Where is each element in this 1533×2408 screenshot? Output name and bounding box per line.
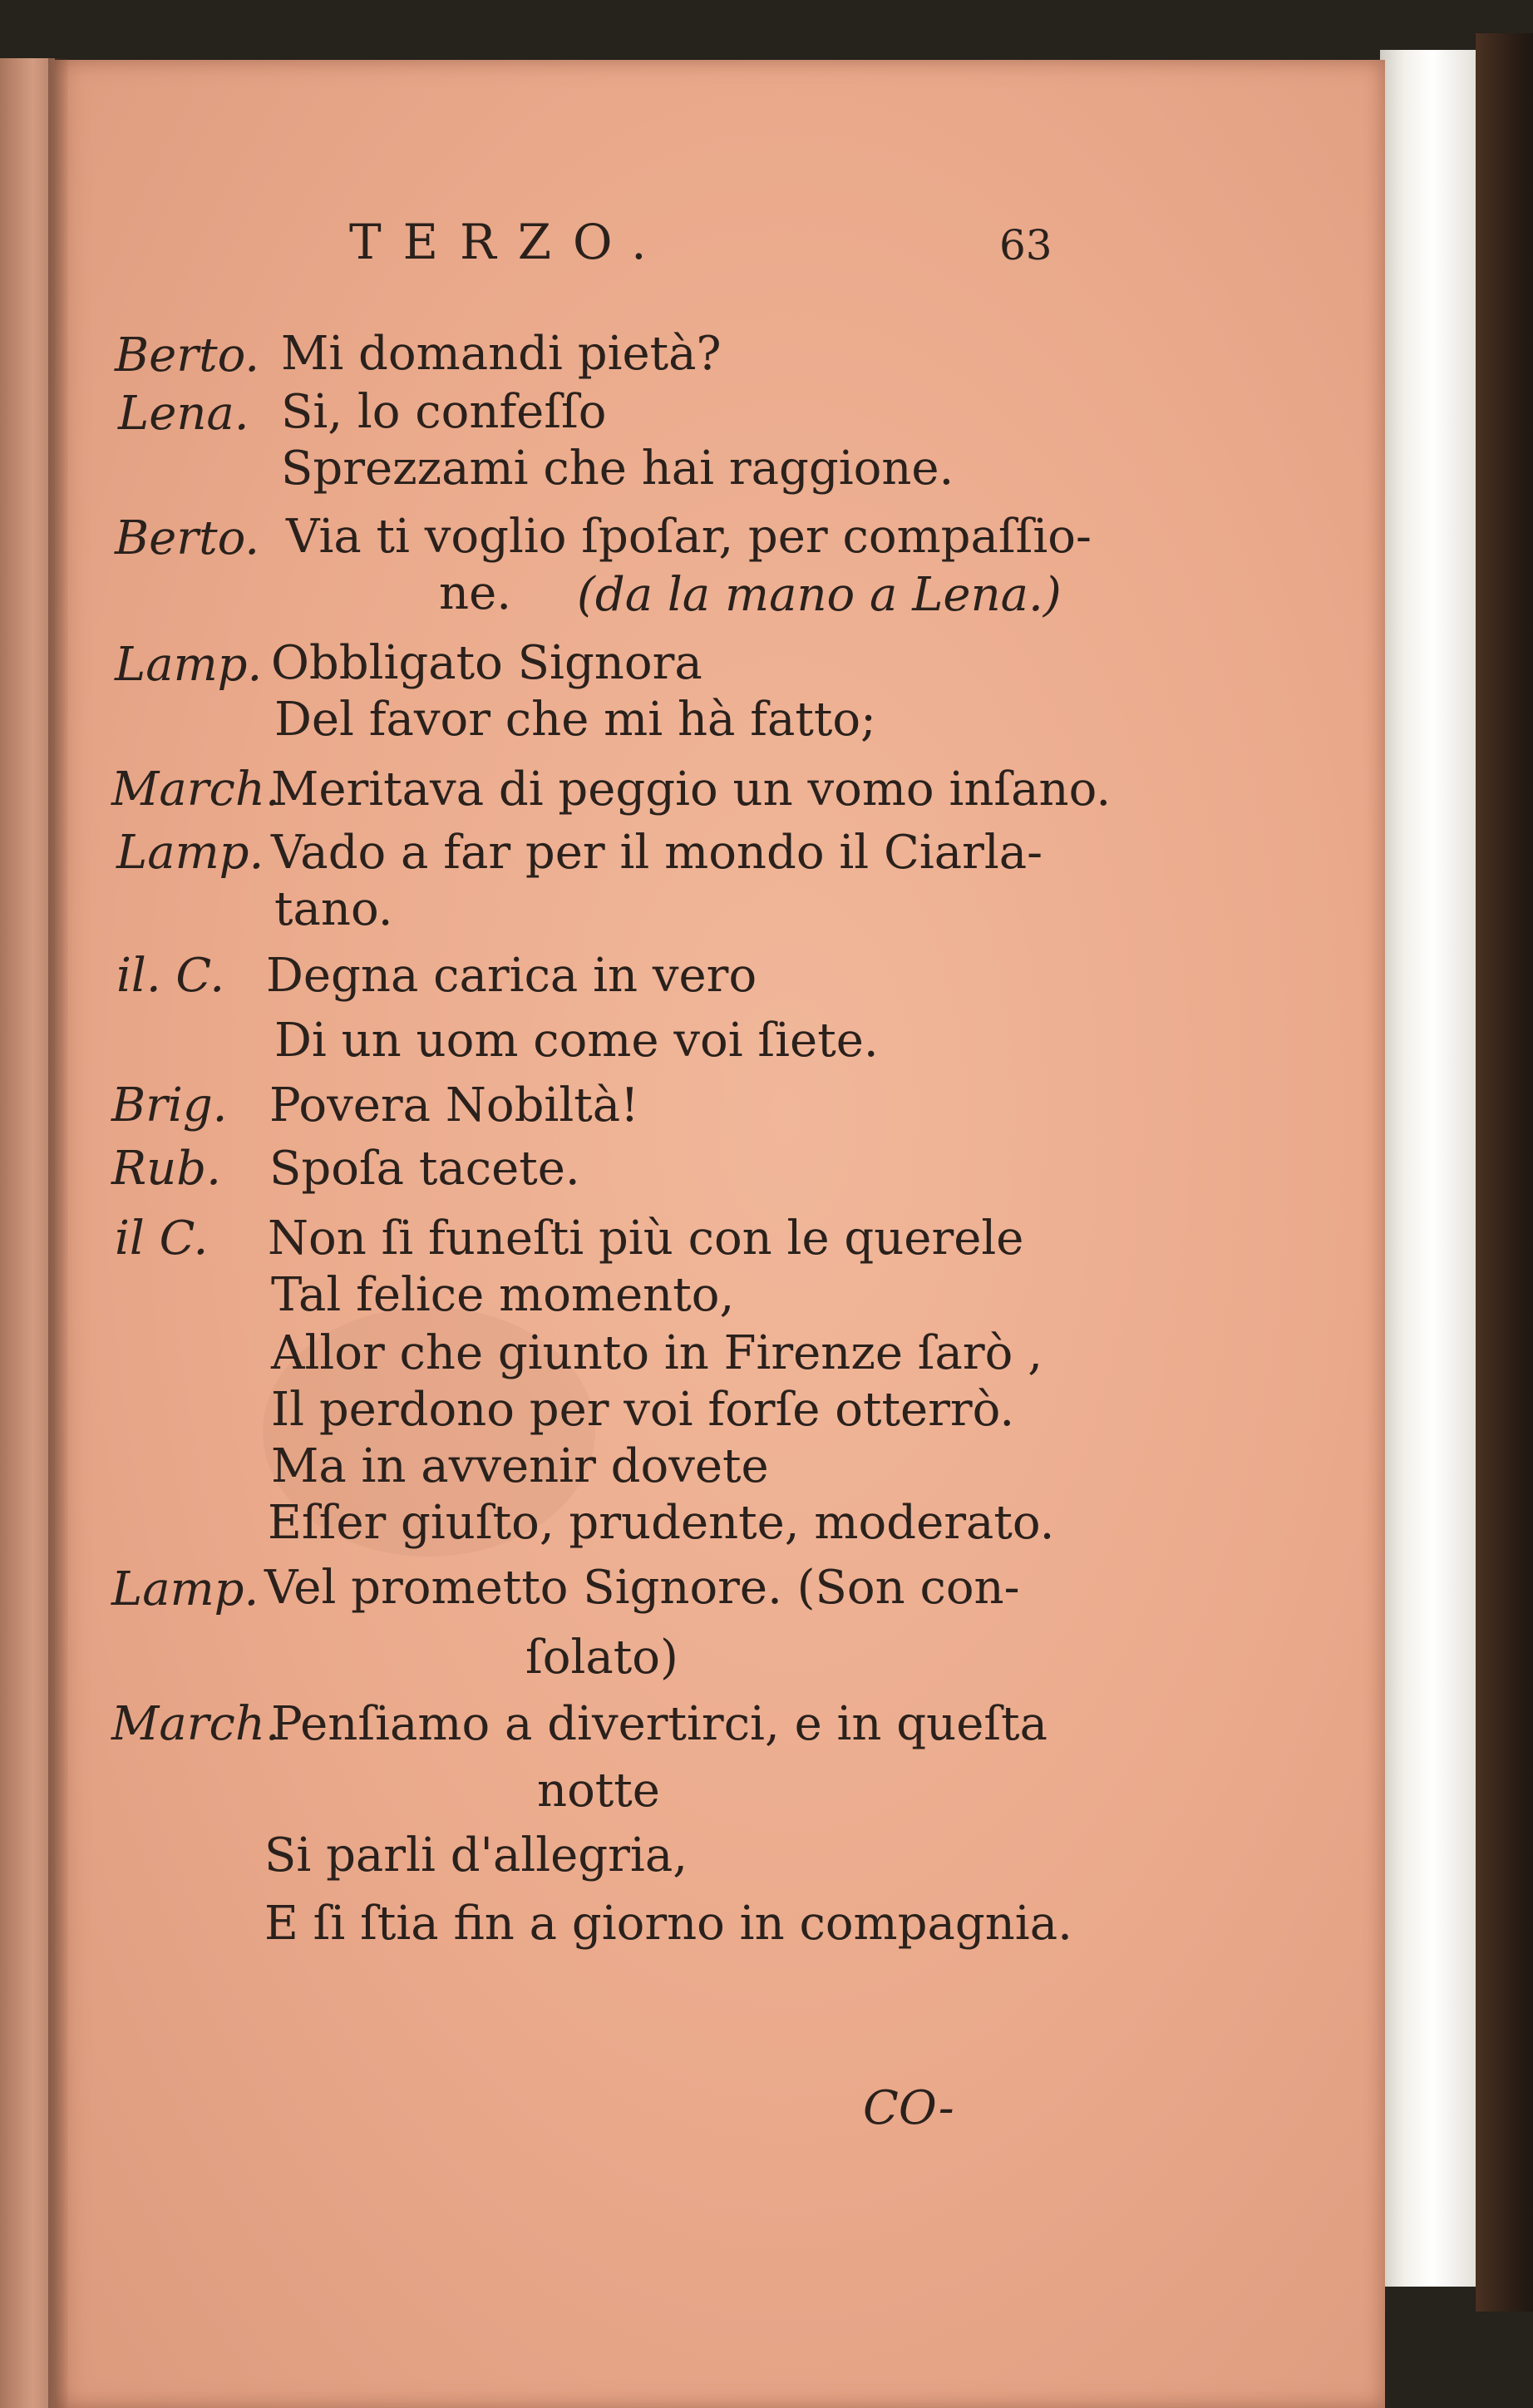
dialogue-line: tano. — [274, 882, 393, 936]
page-block-edges — [1380, 50, 1476, 2287]
running-title: TERZO. — [349, 214, 668, 270]
dialogue-line: Vado a far per il mondo il Ciarla- — [271, 826, 1043, 880]
dialogue-line: Povera Nobiltà! — [269, 1078, 639, 1132]
dialogue-line: Del favor che mi hà fatto; — [274, 693, 876, 747]
page-gutter-shadow — [48, 58, 68, 2408]
dialogue-line: Il perdono per voi forſe otterrò. — [271, 1383, 1015, 1437]
speaker-label: il C. — [115, 1211, 209, 1266]
dialogue-line: ſolato) — [525, 1631, 678, 1685]
dialogue-line: Tal felice momento, — [271, 1268, 735, 1322]
dialogue-line: Spoſa tacete. — [269, 1142, 580, 1196]
speaker-label: Berto. — [115, 511, 260, 565]
dialogue-line: Meritava di peggio un vomo inſano. — [271, 762, 1112, 817]
dialogue-line: Ma in avvenir dovete — [271, 1439, 769, 1493]
dialogue-line: E ſi ſtia fin a giorno in compagnia. — [264, 1897, 1072, 1951]
stage-direction: (da la mano a Lena.) — [577, 568, 1062, 622]
catchword: CO- — [863, 2081, 954, 2135]
speaker-label: March. — [111, 1697, 280, 1751]
dialogue-line: Non ſi funeſti più con le querele — [268, 1211, 1024, 1266]
dialogue-line: Eſſer giuſto, prudente, moderato. — [268, 1496, 1055, 1550]
dialogue-line: Si, lo confeſſo — [281, 385, 607, 439]
dialogue-line: notte — [537, 1764, 660, 1818]
speaker-label: Lamp. — [115, 638, 263, 692]
dialogue-line: Vel prometto Signore. (Son con- — [264, 1561, 1020, 1615]
speaker-label: Rub. — [111, 1142, 221, 1196]
dialogue-line: Di un uom come voi ſiete. — [274, 1014, 879, 1068]
left-facing-page-edge — [0, 58, 55, 2408]
speaker-label: Brig. — [111, 1078, 228, 1132]
dialogue-line: Allor che giunto in Firenze ſarò , — [271, 1326, 1043, 1380]
speaker-label: March. — [111, 762, 280, 817]
dialogue-line: Via ti voglio ſpoſar, per compaſſio- — [286, 510, 1092, 564]
speaker-label: Lena. — [118, 387, 249, 441]
speaker-label: Lamp. — [116, 826, 264, 880]
dialogue-line: Degna carica in vero — [266, 949, 757, 1003]
dialogue-line: Si parli d'allegria, — [264, 1828, 688, 1882]
dialogue-line: Penſiamo a divertirci, e in queſta — [271, 1697, 1047, 1751]
dialogue-line: ne. — [439, 566, 512, 620]
dialogue-line: Mi domandi pietà? — [281, 327, 722, 381]
speaker-label: il. C. — [116, 949, 225, 1003]
dialogue-line: Sprezzami che hai raggione. — [281, 442, 954, 496]
speaker-label: Lamp. — [111, 1562, 259, 1616]
speaker-label: Berto. — [115, 328, 260, 382]
book-cover-edge — [1476, 33, 1533, 2312]
dialogue-line: Obbligato Signora — [271, 636, 702, 690]
page-number: 63 — [999, 221, 1052, 269]
